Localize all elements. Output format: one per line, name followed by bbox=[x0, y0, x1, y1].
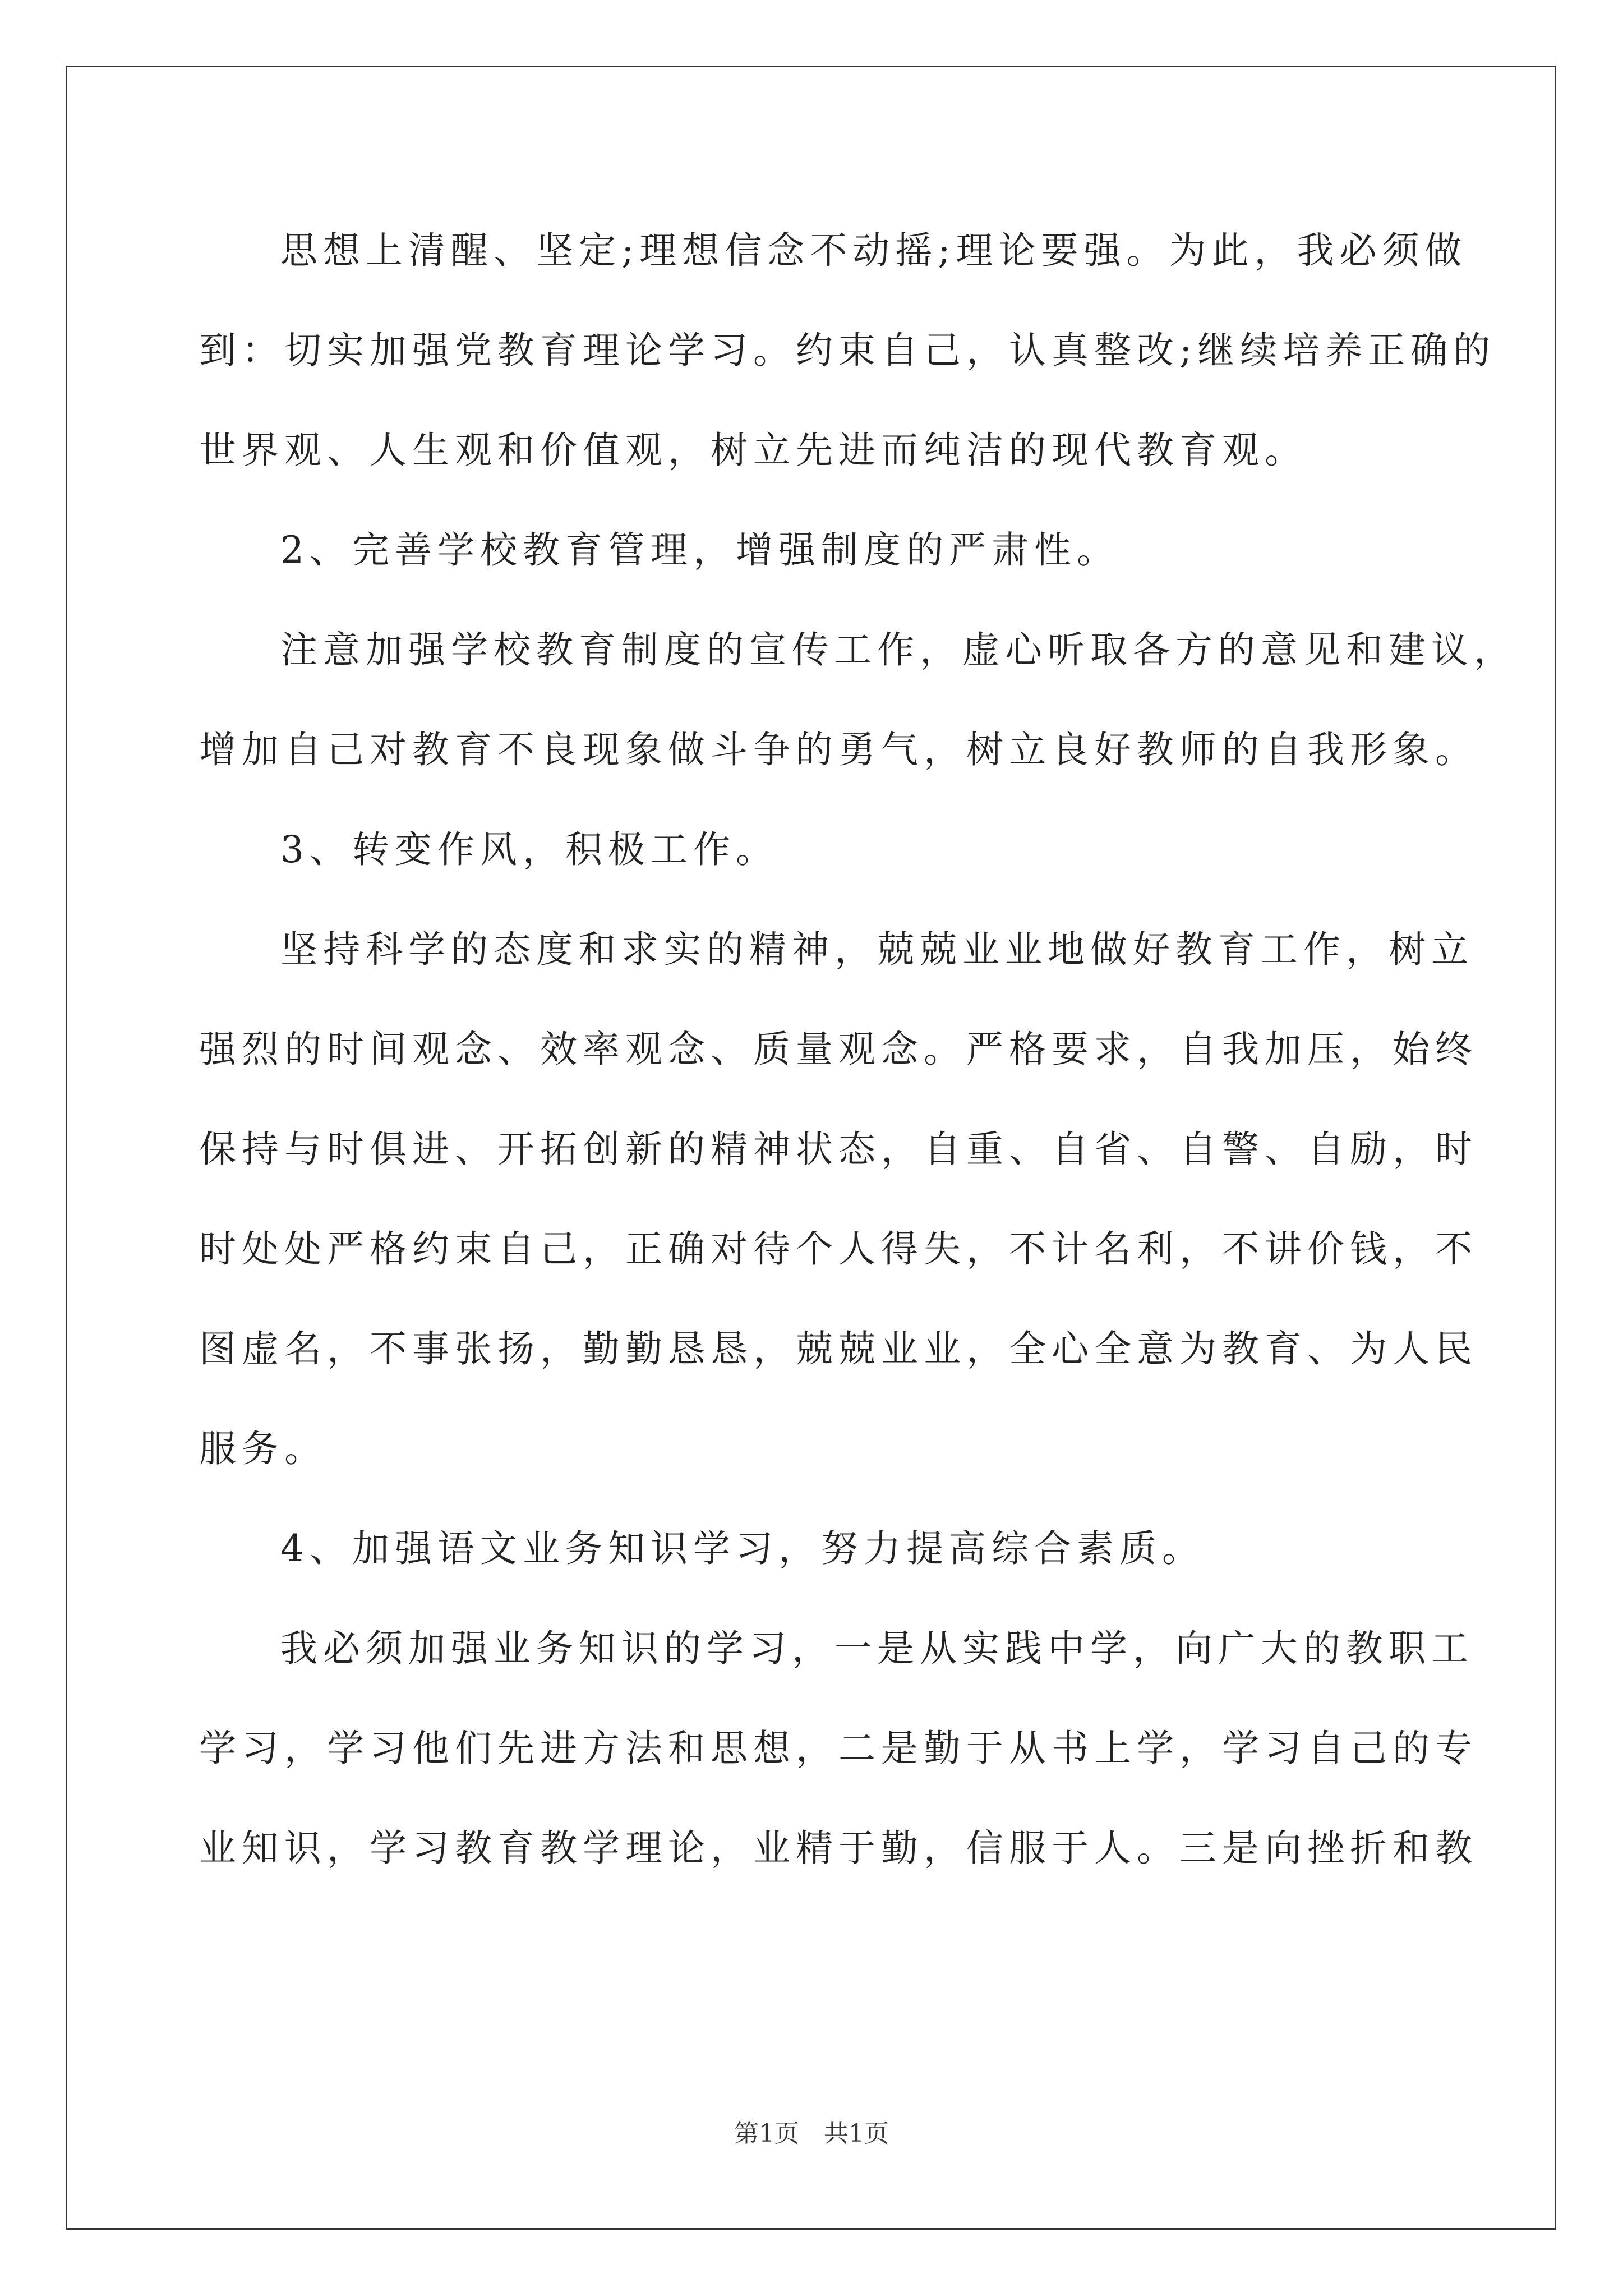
paragraph-line: 强烈的时间观念、效率观念、质量观念。严格要求，自我加压，始终 bbox=[199, 1028, 1478, 1071]
page-number: 第1页 bbox=[734, 2119, 799, 2148]
paragraph-line: 注意加强学校教育制度的宣传工作，虚心听取各方的意见和建议， bbox=[280, 628, 1516, 671]
paragraph-line: 学习，学习他们先进方法和思想，二是勤于从书上学，学习自己的专 bbox=[199, 1727, 1478, 1770]
page-footer bbox=[0, 2117, 1623, 2151]
section-heading: 4、加强语文业务知识学习，努力提高综合素质。 bbox=[280, 1527, 1205, 1570]
paragraph-line: 坚持科学的态度和求实的精神，兢兢业业地做好教育工作，树立 bbox=[280, 928, 1474, 971]
paragraph-line: 时处处严格约束自己，正确对待个人得失，不计名利，不讲价钱，不 bbox=[199, 1227, 1478, 1271]
paragraph-line: 业知识，学习教育教学理论，业精于勤，信服于人。三是向挫折和教 bbox=[199, 1826, 1478, 1870]
section-heading: 3、转变作风，积极工作。 bbox=[280, 828, 778, 871]
paragraph-line: 思想上清醒、坚定;理想信念不动摇;理论要强。为此，我必须做 bbox=[280, 229, 1468, 272]
paragraph-line: 到：切实加强党教育理论学习。约束自己，认真整改;继续培养正确的 bbox=[199, 329, 1496, 372]
paragraph-line: 增加自己对教育不良现象做斗争的勇气，树立良好教师的自我形象。 bbox=[199, 728, 1478, 771]
section-heading: 2、完善学校教育管理，增强制度的严肃性。 bbox=[280, 528, 1119, 572]
paragraph-line: 世界观、人生观和价值观，树立先进而纯洁的现代教育观。 bbox=[199, 429, 1307, 472]
page-total: 共1页 bbox=[824, 2119, 889, 2148]
paragraph-line: 服务。 bbox=[199, 1427, 327, 1470]
paragraph-line: 图虚名，不事张扬，勤勤恳恳，兢兢业业，全心全意为教育、为人民 bbox=[199, 1327, 1478, 1370]
paragraph-line: 保持与时俱进、开拓创新的精神状态，自重、自省、自警、自励，时 bbox=[199, 1128, 1478, 1171]
paragraph-line: 我必须加强业务知识的学习，一是从实践中学，向广大的教职工 bbox=[280, 1627, 1474, 1670]
